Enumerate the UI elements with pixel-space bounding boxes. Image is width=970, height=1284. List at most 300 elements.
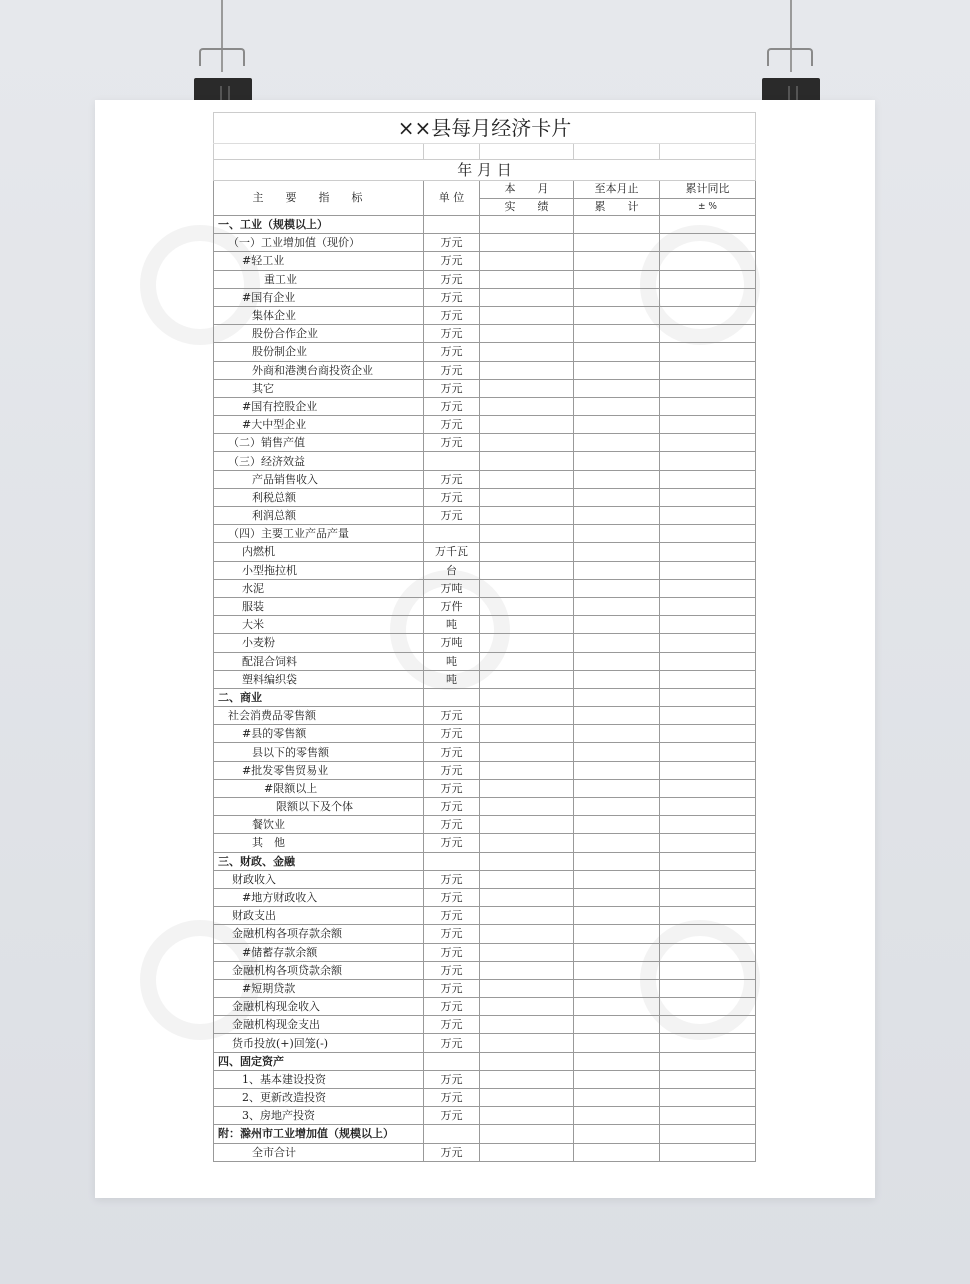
table-row	[214, 979, 756, 997]
yoy-change-cell[interactable]	[660, 379, 756, 397]
indicator-label: （三）经济效益	[214, 452, 424, 470]
indicator-label: 财政支出	[214, 907, 424, 925]
yoy-change-cell[interactable]	[660, 470, 756, 488]
unit-cell	[424, 688, 480, 706]
indicator-label: 附：滁州市工业增加值（规模以上）	[214, 1125, 424, 1143]
yoy-change-cell[interactable]	[660, 798, 756, 816]
cumulative-cell[interactable]	[574, 670, 660, 688]
yoy-change-cell[interactable]	[660, 652, 756, 670]
yoy-change-cell[interactable]	[660, 1034, 756, 1052]
indicator-label: 四、固定资产	[214, 1052, 424, 1070]
yoy-change-cell[interactable]	[660, 1070, 756, 1088]
unit-cell: 万元	[424, 1107, 480, 1125]
unit-cell: 万元	[424, 434, 480, 452]
table-row	[214, 1125, 756, 1143]
monthly-actual-cell[interactable]	[480, 761, 574, 779]
table-row	[214, 798, 756, 816]
document-title: ××县每月经济卡片	[214, 113, 756, 144]
indicator-label: 金融机构现金收入	[214, 998, 424, 1016]
monthly-actual-cell[interactable]	[480, 943, 574, 961]
yoy-change-cell[interactable]	[660, 925, 756, 943]
cumulative-cell[interactable]	[574, 834, 660, 852]
yoy-change-cell[interactable]	[660, 416, 756, 434]
yoy-change-cell[interactable]	[660, 1143, 756, 1161]
monthly-actual-cell[interactable]	[480, 670, 574, 688]
unit-cell: 万吨	[424, 579, 480, 597]
indicator-label: #国有企业	[214, 288, 424, 306]
monthly-actual-cell[interactable]	[480, 579, 574, 597]
unit-cell: 万元	[424, 361, 480, 379]
binder-clip-handle-right	[767, 48, 813, 66]
cumulative-cell[interactable]	[574, 1107, 660, 1125]
indicator-label: （四）主要工业产品产量	[214, 525, 424, 543]
cumulative-cell[interactable]	[574, 379, 660, 397]
unit-cell: 万元	[424, 888, 480, 906]
table-row	[214, 470, 756, 488]
unit-cell: 万元	[424, 470, 480, 488]
yoy-change-cell[interactable]	[660, 507, 756, 525]
indicator-label: 股份制企业	[214, 343, 424, 361]
yoy-change-cell[interactable]	[660, 306, 756, 324]
monthly-actual-cell[interactable]	[480, 961, 574, 979]
indicator-label: 其 他	[214, 834, 424, 852]
table-row	[214, 452, 756, 470]
indicator-label: 小麦粉	[214, 634, 424, 652]
yoy-change-cell[interactable]	[660, 543, 756, 561]
cumulative-cell[interactable]	[574, 561, 660, 579]
cumulative-cell[interactable]	[574, 652, 660, 670]
monthly-actual-cell[interactable]	[480, 925, 574, 943]
unit-cell: 万千瓦	[424, 543, 480, 561]
monthly-actual-cell[interactable]	[480, 288, 574, 306]
yoy-change-cell[interactable]	[660, 288, 756, 306]
unit-cell: 万元	[424, 1089, 480, 1107]
yoy-change-cell[interactable]	[660, 779, 756, 797]
cumulative-cell[interactable]	[574, 234, 660, 252]
table-row	[214, 597, 756, 615]
yoy-change-cell[interactable]	[660, 888, 756, 906]
yoy-change-cell[interactable]	[660, 670, 756, 688]
monthly-actual-cell[interactable]	[480, 616, 574, 634]
monthly-actual-cell[interactable]	[480, 216, 574, 234]
indicator-label: 产品销售收入	[214, 470, 424, 488]
table-row	[214, 1052, 756, 1070]
cumulative-cell[interactable]	[574, 306, 660, 324]
yoy-change-cell[interactable]	[660, 998, 756, 1016]
monthly-actual-cell[interactable]	[480, 743, 574, 761]
yoy-change-cell[interactable]	[660, 325, 756, 343]
table-row	[214, 852, 756, 870]
cumulative-cell[interactable]	[574, 870, 660, 888]
monthly-actual-cell[interactable]	[480, 816, 574, 834]
yoy-change-cell[interactable]	[660, 688, 756, 706]
monthly-actual-cell[interactable]	[480, 488, 574, 506]
indicator-label: 限额以下及个体	[214, 798, 424, 816]
table-row	[214, 725, 756, 743]
yoy-change-cell[interactable]	[660, 707, 756, 725]
unit-cell: 万元	[424, 288, 480, 306]
monthly-actual-cell[interactable]	[480, 379, 574, 397]
table-row	[214, 652, 756, 670]
yoy-change-cell[interactable]	[660, 561, 756, 579]
table-row	[214, 507, 756, 525]
indicator-label: 服装	[214, 597, 424, 615]
unit-cell: 万元	[424, 979, 480, 997]
table-row	[214, 1143, 756, 1161]
monthly-actual-cell[interactable]	[480, 561, 574, 579]
monthly-actual-cell[interactable]	[480, 252, 574, 270]
binder-clip-handle-left	[199, 48, 245, 66]
table-row	[214, 579, 756, 597]
table-row	[214, 379, 756, 397]
monthly-actual-cell[interactable]	[480, 1143, 574, 1161]
header-indicator	[214, 181, 424, 216]
monthly-actual-cell[interactable]	[480, 1034, 574, 1052]
cumulative-cell[interactable]	[574, 507, 660, 525]
monthly-actual-cell[interactable]	[480, 1016, 574, 1034]
monthly-actual-cell[interactable]	[480, 634, 574, 652]
table-row	[214, 416, 756, 434]
table-row	[214, 488, 756, 506]
unit-cell: 万元	[424, 270, 480, 288]
indicator-label: 金融机构现金支出	[214, 1016, 424, 1034]
cumulative-cell[interactable]	[574, 779, 660, 797]
indicator-label: 外商和港澳台商投资企业	[214, 361, 424, 379]
cumulative-cell[interactable]	[574, 761, 660, 779]
indicator-label: 塑料编织袋	[214, 670, 424, 688]
cumulative-cell[interactable]	[574, 434, 660, 452]
monthly-actual-cell[interactable]	[480, 834, 574, 852]
monthly-actual-cell[interactable]	[480, 543, 574, 561]
unit-cell: 万元	[424, 907, 480, 925]
indicator-label: 内燃机	[214, 543, 424, 561]
unit-cell: 万元	[424, 325, 480, 343]
yoy-change-cell[interactable]	[660, 1016, 756, 1034]
indicator-label: 二、商业	[214, 688, 424, 706]
unit-cell: 万元	[424, 834, 480, 852]
yoy-change-cell[interactable]	[660, 397, 756, 415]
cumulative-cell[interactable]	[574, 816, 660, 834]
cumulative-cell[interactable]	[574, 961, 660, 979]
unit-cell: 万元	[424, 1143, 480, 1161]
cumulative-cell[interactable]	[574, 1070, 660, 1088]
cumulative-cell[interactable]	[574, 1052, 660, 1070]
unit-cell: 万元	[424, 961, 480, 979]
cumulative-cell[interactable]	[574, 343, 660, 361]
yoy-change-cell[interactable]	[660, 270, 756, 288]
monthly-actual-cell[interactable]	[480, 470, 574, 488]
indicator-label: 重工业	[214, 270, 424, 288]
unit-cell	[424, 525, 480, 543]
cumulative-cell[interactable]	[574, 743, 660, 761]
cumulative-cell[interactable]	[574, 1034, 660, 1052]
cumulative-cell[interactable]	[574, 488, 660, 506]
indicator-label: 金融机构各项贷款余额	[214, 961, 424, 979]
yoy-change-cell[interactable]	[660, 343, 756, 361]
cumulative-cell[interactable]	[574, 888, 660, 906]
indicator-label: #轻工业	[214, 252, 424, 270]
table-row	[214, 670, 756, 688]
indicator-label: 社会消费品零售额	[214, 707, 424, 725]
indicator-label: 货币投放(+)回笼(-)	[214, 1034, 424, 1052]
cumulative-cell[interactable]	[574, 616, 660, 634]
yoy-change-cell[interactable]	[660, 579, 756, 597]
unit-cell: 万元	[424, 998, 480, 1016]
table-row	[214, 925, 756, 943]
cumulative-cell[interactable]	[574, 998, 660, 1016]
cumulative-cell[interactable]	[574, 579, 660, 597]
monthly-actual-cell[interactable]	[480, 779, 574, 797]
monthly-actual-cell[interactable]	[480, 361, 574, 379]
monthly-actual-cell[interactable]	[480, 325, 574, 343]
unit-cell: 万元	[424, 1034, 480, 1052]
table-row	[214, 234, 756, 252]
unit-cell: 万元	[424, 343, 480, 361]
header-col3-bottom: ± %	[660, 198, 756, 216]
cumulative-cell[interactable]	[574, 1016, 660, 1034]
blank-row	[214, 144, 756, 160]
cumulative-cell[interactable]	[574, 325, 660, 343]
cumulative-cell[interactable]	[574, 979, 660, 997]
monthly-actual-cell[interactable]	[480, 434, 574, 452]
table-row	[214, 688, 756, 706]
monthly-actual-cell[interactable]	[480, 1089, 574, 1107]
indicator-label: 3、房地产投资	[214, 1107, 424, 1125]
monthly-actual-cell[interactable]	[480, 979, 574, 997]
monthly-actual-cell[interactable]	[480, 452, 574, 470]
yoy-change-cell[interactable]	[660, 1052, 756, 1070]
table-row	[214, 834, 756, 852]
header-col2-bottom: 累 计	[574, 198, 660, 216]
table-row	[214, 397, 756, 415]
cumulative-cell[interactable]	[574, 452, 660, 470]
cumulative-cell[interactable]	[574, 397, 660, 415]
indicator-label: 县以下的零售额	[214, 743, 424, 761]
unit-cell: 吨	[424, 652, 480, 670]
indicator-label: 小型拖拉机	[214, 561, 424, 579]
table-row	[214, 270, 756, 288]
cumulative-cell[interactable]	[574, 216, 660, 234]
monthly-actual-cell[interactable]	[480, 270, 574, 288]
yoy-change-cell[interactable]	[660, 961, 756, 979]
yoy-change-cell[interactable]	[660, 761, 756, 779]
monthly-actual-cell[interactable]	[480, 870, 574, 888]
yoy-change-cell[interactable]	[660, 852, 756, 870]
cumulative-cell[interactable]	[574, 943, 660, 961]
cumulative-cell[interactable]	[574, 597, 660, 615]
unit-cell: 万元	[424, 379, 480, 397]
table-row	[214, 743, 756, 761]
monthly-actual-cell[interactable]	[480, 343, 574, 361]
unit-cell: 万件	[424, 597, 480, 615]
monthly-actual-cell[interactable]	[480, 998, 574, 1016]
cumulative-cell[interactable]	[574, 1143, 660, 1161]
monthly-actual-cell[interactable]	[480, 798, 574, 816]
yoy-change-cell[interactable]	[660, 870, 756, 888]
cumulative-cell[interactable]	[574, 470, 660, 488]
unit-cell: 万元	[424, 943, 480, 961]
monthly-actual-cell[interactable]	[480, 597, 574, 615]
indicator-label: 全市合计	[214, 1143, 424, 1161]
monthly-actual-cell[interactable]	[480, 688, 574, 706]
yoy-change-cell[interactable]	[660, 979, 756, 997]
table-row	[214, 561, 756, 579]
indicator-label: #大中型企业	[214, 416, 424, 434]
yoy-change-cell[interactable]	[660, 488, 756, 506]
indicator-label: 集体企业	[214, 306, 424, 324]
indicator-label: 一、工业（规模以上）	[214, 216, 424, 234]
table-row	[214, 1070, 756, 1088]
indicator-label: 利税总额	[214, 488, 424, 506]
monthly-actual-cell[interactable]	[480, 852, 574, 870]
monthly-actual-cell[interactable]	[480, 1070, 574, 1088]
cumulative-cell[interactable]	[574, 925, 660, 943]
header-col2-top: 至本月止	[574, 181, 660, 199]
monthly-actual-cell[interactable]	[480, 1125, 574, 1143]
indicator-label: #国有控股企业	[214, 397, 424, 415]
monthly-actual-cell[interactable]	[480, 306, 574, 324]
cumulative-cell[interactable]	[574, 707, 660, 725]
header-col1-bottom: 实 绩	[480, 198, 574, 216]
cumulative-cell[interactable]	[574, 798, 660, 816]
unit-cell: 台	[424, 561, 480, 579]
unit-cell: 万元	[424, 488, 480, 506]
unit-cell: 万元	[424, 925, 480, 943]
cumulative-cell[interactable]	[574, 525, 660, 543]
monthly-actual-cell[interactable]	[480, 652, 574, 670]
table-row	[214, 998, 756, 1016]
cumulative-cell[interactable]	[574, 688, 660, 706]
indicator-label: 其它	[214, 379, 424, 397]
unit-cell: 万吨	[424, 634, 480, 652]
monthly-actual-cell[interactable]	[480, 525, 574, 543]
indicator-label: 2、更新改造投资	[214, 1089, 424, 1107]
yoy-change-cell[interactable]	[660, 434, 756, 452]
unit-cell: 吨	[424, 616, 480, 634]
cumulative-cell[interactable]	[574, 725, 660, 743]
yoy-change-cell[interactable]	[660, 525, 756, 543]
unit-cell: 吨	[424, 670, 480, 688]
cumulative-cell[interactable]	[574, 288, 660, 306]
unit-cell: 万元	[424, 707, 480, 725]
unit-cell	[424, 216, 480, 234]
yoy-change-cell[interactable]	[660, 943, 756, 961]
indicator-label: #批发零售贸易业	[214, 761, 424, 779]
unit-cell: 万元	[424, 816, 480, 834]
cumulative-cell[interactable]	[574, 543, 660, 561]
table-row	[214, 1107, 756, 1125]
cumulative-cell[interactable]	[574, 270, 660, 288]
yoy-change-cell[interactable]	[660, 1107, 756, 1125]
table-row	[214, 707, 756, 725]
yoy-change-cell[interactable]	[660, 452, 756, 470]
yoy-change-cell[interactable]	[660, 725, 756, 743]
monthly-actual-cell[interactable]	[480, 1107, 574, 1125]
yoy-change-cell[interactable]	[660, 252, 756, 270]
table-row	[214, 1089, 756, 1107]
table-row	[214, 961, 756, 979]
yoy-change-cell[interactable]	[660, 361, 756, 379]
yoy-change-cell[interactable]	[660, 634, 756, 652]
cumulative-cell[interactable]	[574, 1089, 660, 1107]
table-row	[214, 288, 756, 306]
cumulative-cell[interactable]	[574, 634, 660, 652]
table-row	[214, 252, 756, 270]
date-line: 年 月 日	[214, 160, 756, 181]
unit-cell	[424, 852, 480, 870]
yoy-change-cell[interactable]	[660, 1125, 756, 1143]
cumulative-cell[interactable]	[574, 416, 660, 434]
monthly-actual-cell[interactable]	[480, 725, 574, 743]
unit-cell: 万元	[424, 798, 480, 816]
yoy-change-cell[interactable]	[660, 616, 756, 634]
table-row	[214, 1034, 756, 1052]
monthly-actual-cell[interactable]	[480, 234, 574, 252]
cumulative-cell[interactable]	[574, 1125, 660, 1143]
unit-cell: 万元	[424, 306, 480, 324]
table-row	[214, 343, 756, 361]
indicator-label: 水泥	[214, 579, 424, 597]
monthly-actual-cell[interactable]	[480, 416, 574, 434]
unit-cell	[424, 1052, 480, 1070]
poster-paper	[95, 100, 875, 1198]
yoy-change-cell[interactable]	[660, 234, 756, 252]
yoy-change-cell[interactable]	[660, 216, 756, 234]
indicator-label: #县的零售额	[214, 725, 424, 743]
table-row	[214, 325, 756, 343]
cumulative-cell[interactable]	[574, 907, 660, 925]
yoy-change-cell[interactable]	[660, 816, 756, 834]
yoy-change-cell[interactable]	[660, 907, 756, 925]
header-col1-top: 本 月	[480, 181, 574, 199]
cumulative-cell[interactable]	[574, 252, 660, 270]
unit-cell: 万元	[424, 1070, 480, 1088]
table-row	[214, 1016, 756, 1034]
yoy-change-cell[interactable]	[660, 834, 756, 852]
indicator-label: #储蓄存款余额	[214, 943, 424, 961]
table-row	[214, 361, 756, 379]
indicator-label: 三、财政、金融	[214, 852, 424, 870]
unit-cell: 万元	[424, 252, 480, 270]
monthly-actual-cell[interactable]	[480, 1052, 574, 1070]
monthly-actual-cell[interactable]	[480, 707, 574, 725]
monthly-actual-cell[interactable]	[480, 907, 574, 925]
header-unit: 单 位	[424, 181, 480, 216]
indicator-label: #地方财政收入	[214, 888, 424, 906]
header-col3-top: 累计同比	[660, 181, 756, 199]
unit-cell: 万元	[424, 761, 480, 779]
table-row	[214, 870, 756, 888]
cumulative-cell[interactable]	[574, 361, 660, 379]
unit-cell: 万元	[424, 1016, 480, 1034]
table-row	[214, 888, 756, 906]
yoy-change-cell[interactable]	[660, 597, 756, 615]
unit-cell: 万元	[424, 779, 480, 797]
table-row	[214, 907, 756, 925]
indicator-label: （二）销售产值	[214, 434, 424, 452]
table-row	[214, 779, 756, 797]
yoy-change-cell[interactable]	[660, 1089, 756, 1107]
monthly-actual-cell[interactable]	[480, 397, 574, 415]
table-row	[214, 525, 756, 543]
unit-cell: 万元	[424, 743, 480, 761]
table-row	[214, 761, 756, 779]
monthly-actual-cell[interactable]	[480, 507, 574, 525]
yoy-change-cell[interactable]	[660, 743, 756, 761]
monthly-actual-cell[interactable]	[480, 888, 574, 906]
cumulative-cell[interactable]	[574, 852, 660, 870]
table-row	[214, 543, 756, 561]
